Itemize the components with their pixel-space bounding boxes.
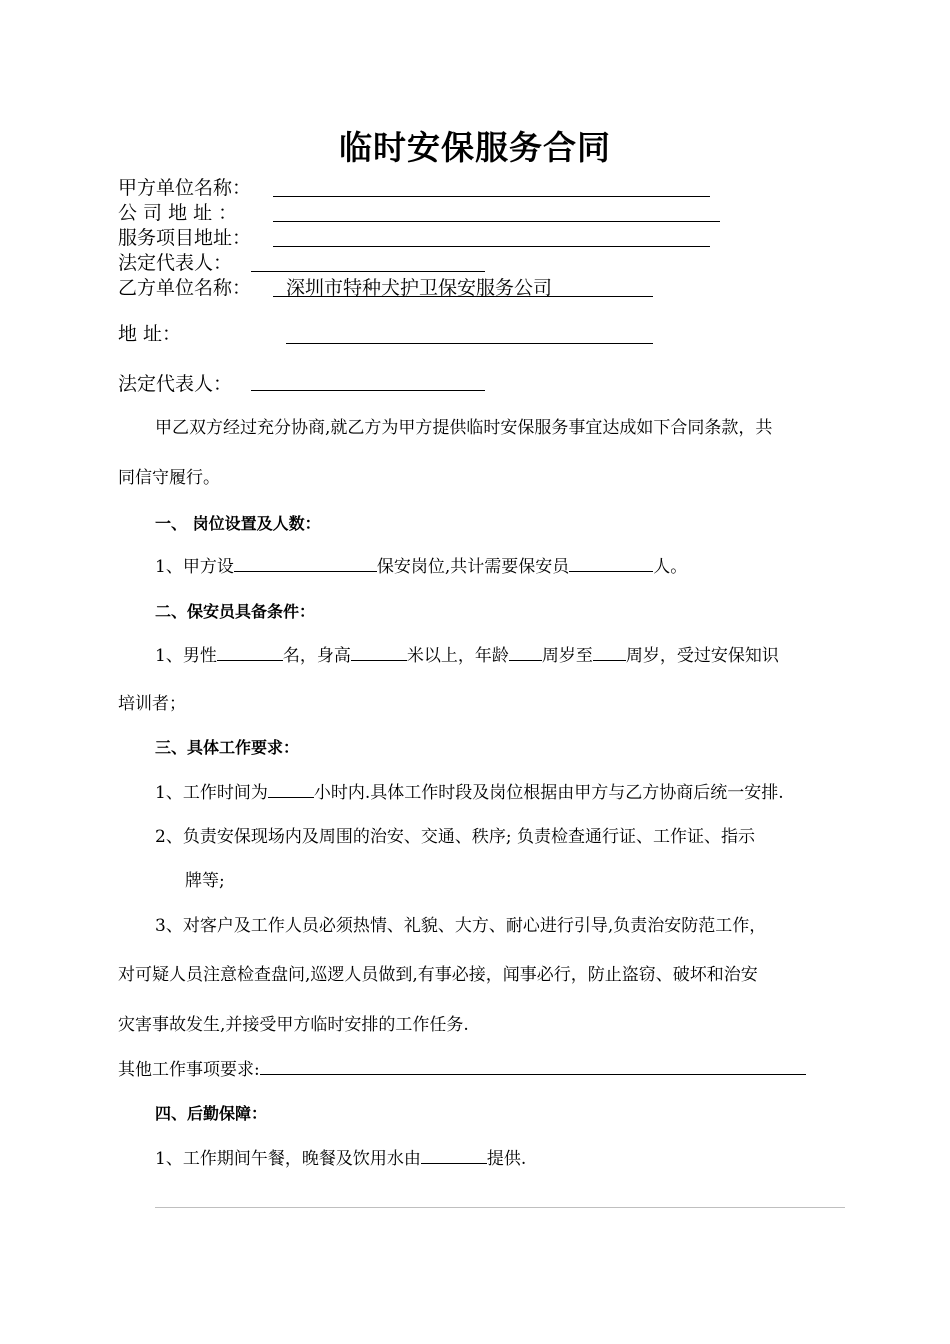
section-3-item-3: 3、对客户及工作人员必须热情、礼貌、大方、耐心进行引导,负责治安防范工作， [155, 916, 767, 936]
section-3-item-1 [155, 780, 784, 805]
legal-rep-b-label: 法定代表人： [118, 373, 233, 395]
address-b-line [286, 343, 653, 344]
section-4-title: 四、后勤保障： [155, 1104, 268, 1123]
project-address-label: 服务项目地址： [118, 227, 252, 249]
section-3-item-3-cont-1: 对可疑人员注意检查盘问,巡逻人员做到,有事必接，闻事必行，防止盗窃、破坏和治安 [118, 965, 758, 985]
section-3-title: 三、具体工作要求： [155, 738, 300, 757]
male-count-blank [217, 643, 283, 661]
s1-text-c: 人。 [653, 557, 688, 577]
footer-divider [155, 1207, 845, 1208]
s4-text-b: 提供. [486, 1149, 527, 1169]
s2-text-a: 1、男性 [155, 646, 217, 666]
provider-blank [421, 1146, 487, 1164]
section-2-title: 二、保安员具备条件： [155, 602, 316, 621]
legal-rep-a-line [251, 271, 485, 272]
hours-blank [268, 780, 314, 798]
legal-rep-b-line [251, 390, 485, 391]
height-blank [351, 643, 407, 661]
company-address-label: 公 司 地 址 ： [118, 202, 238, 224]
age-max-blank [593, 643, 626, 661]
section-2-item-1 [155, 643, 779, 668]
party-b-name-line [273, 296, 653, 297]
party-a-name-label: 甲方单位名称： [118, 177, 252, 199]
s2-text-c: 米以上，年龄 [406, 646, 509, 666]
age-min-blank [509, 643, 542, 661]
other-requirements-label: 其他工作事项要求: [118, 1060, 260, 1080]
section-3-item-2: 2、负责安保现场内及周围的治安、交通、秩序; 负责检查通行证、工作证、指示 [155, 827, 755, 847]
s3-text-b: 小时内.具体工作时段及岗位根据由甲方与乙方协商后统一安排. [313, 783, 784, 803]
other-requirements-blank [260, 1057, 806, 1075]
other-requirements [118, 1057, 806, 1082]
company-address-line [273, 221, 720, 222]
party-b-name-label: 乙方单位名称： [118, 277, 252, 299]
project-address-line [273, 246, 710, 247]
s1-text-b: 保安岗位,共计需要保安员 [376, 557, 570, 577]
party-b-name-value: 深圳市特种犬护卫保安服务公司 [286, 277, 553, 299]
section-3-item-2-cont: 牌等; [185, 871, 225, 891]
guard-count-blank [569, 554, 653, 572]
legal-rep-a-label: 法定代表人： [118, 252, 233, 274]
s4-text-a: 1、工作期间午餐，晚餐及饮用水由 [155, 1149, 421, 1169]
document-title: 临时安保服务合同 [339, 128, 611, 167]
section-1-item-1 [155, 554, 687, 579]
address-b-label: 地 址： [118, 323, 182, 345]
section-4-item-1 [155, 1146, 526, 1171]
post-blank [234, 554, 377, 572]
s2-text-d: 周岁至 [541, 646, 593, 666]
party-a-name-line [273, 196, 710, 197]
s2-text-e: 周岁，受过安保知识 [625, 646, 779, 666]
intro-line-2: 同信守履行。 [118, 468, 220, 488]
s3-text-a: 1、工作时间为 [155, 783, 268, 803]
section-2-item-1-cont: 培训者； [118, 694, 186, 714]
section-1-title: 一、 岗位设置及人数： [155, 514, 321, 533]
intro-line-1: 甲乙双方经过充分协商,就乙方为甲方提供临时安保服务事宜达成如下合同条款，共 [155, 418, 773, 438]
section-3-item-3-cont-2: 灾害事故发生,并接受甲方临时安排的工作任务. [118, 1015, 469, 1035]
s1-text-a: 1、甲方设 [155, 557, 234, 577]
s2-text-b: 名，身高 [282, 646, 351, 666]
